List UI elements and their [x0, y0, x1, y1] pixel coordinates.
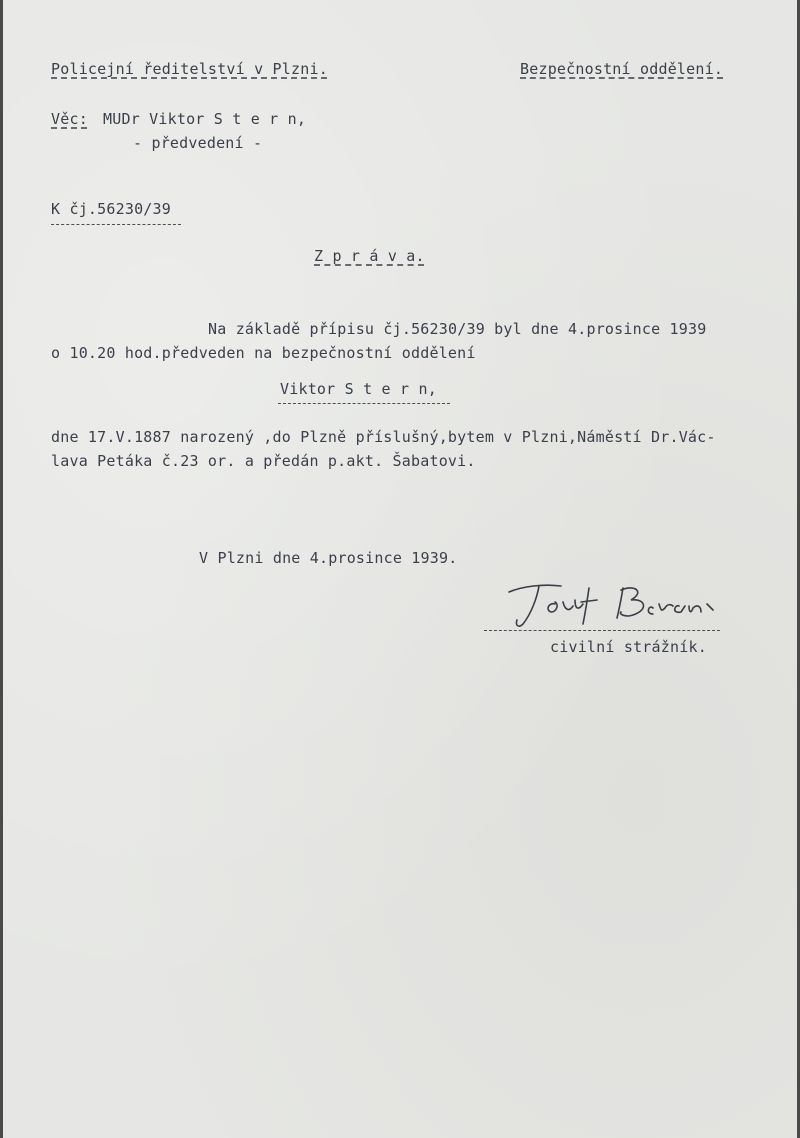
body-line-1: Na základě přípisu čj.56230/39 byl dne 4.prosince 1939 — [208, 320, 707, 338]
signatory-role: civilní strážník. — [550, 638, 707, 656]
body-line-3: dne 17.V.1887 narozený ,do Plzně příslušný,bytem v Plzni,Náměstí Dr.Vác- — [51, 428, 716, 446]
reference-number: K čj.56230/39 — [51, 200, 171, 218]
department-header: Bezpečnostní oddělení. — [520, 60, 724, 78]
place-date: V Plzni dne 4.prosince 1939. — [199, 549, 458, 567]
subject-label: Věc: — [51, 110, 88, 128]
handwritten-signature — [503, 580, 733, 630]
signature-line — [484, 630, 720, 631]
subject-name: MUDr Viktor S t e r n, — [103, 110, 307, 128]
subject-note: - předvedení - — [133, 134, 263, 152]
office-header: Policejní ředitelství v Plzni. — [51, 60, 328, 78]
report-title: Z p r á v a. — [314, 247, 425, 265]
document-page — [3, 0, 797, 1138]
body-line-2: o 10.20 hod.předveden na bezpečnostní oddělení — [51, 344, 476, 362]
reference-underline — [51, 224, 181, 225]
body-line-4: lava Petáka č.23 or. a předán p.akt. Šabatovi. — [51, 452, 476, 470]
person-underline — [278, 403, 450, 404]
person-name: Viktor S t e r n, — [280, 380, 437, 398]
